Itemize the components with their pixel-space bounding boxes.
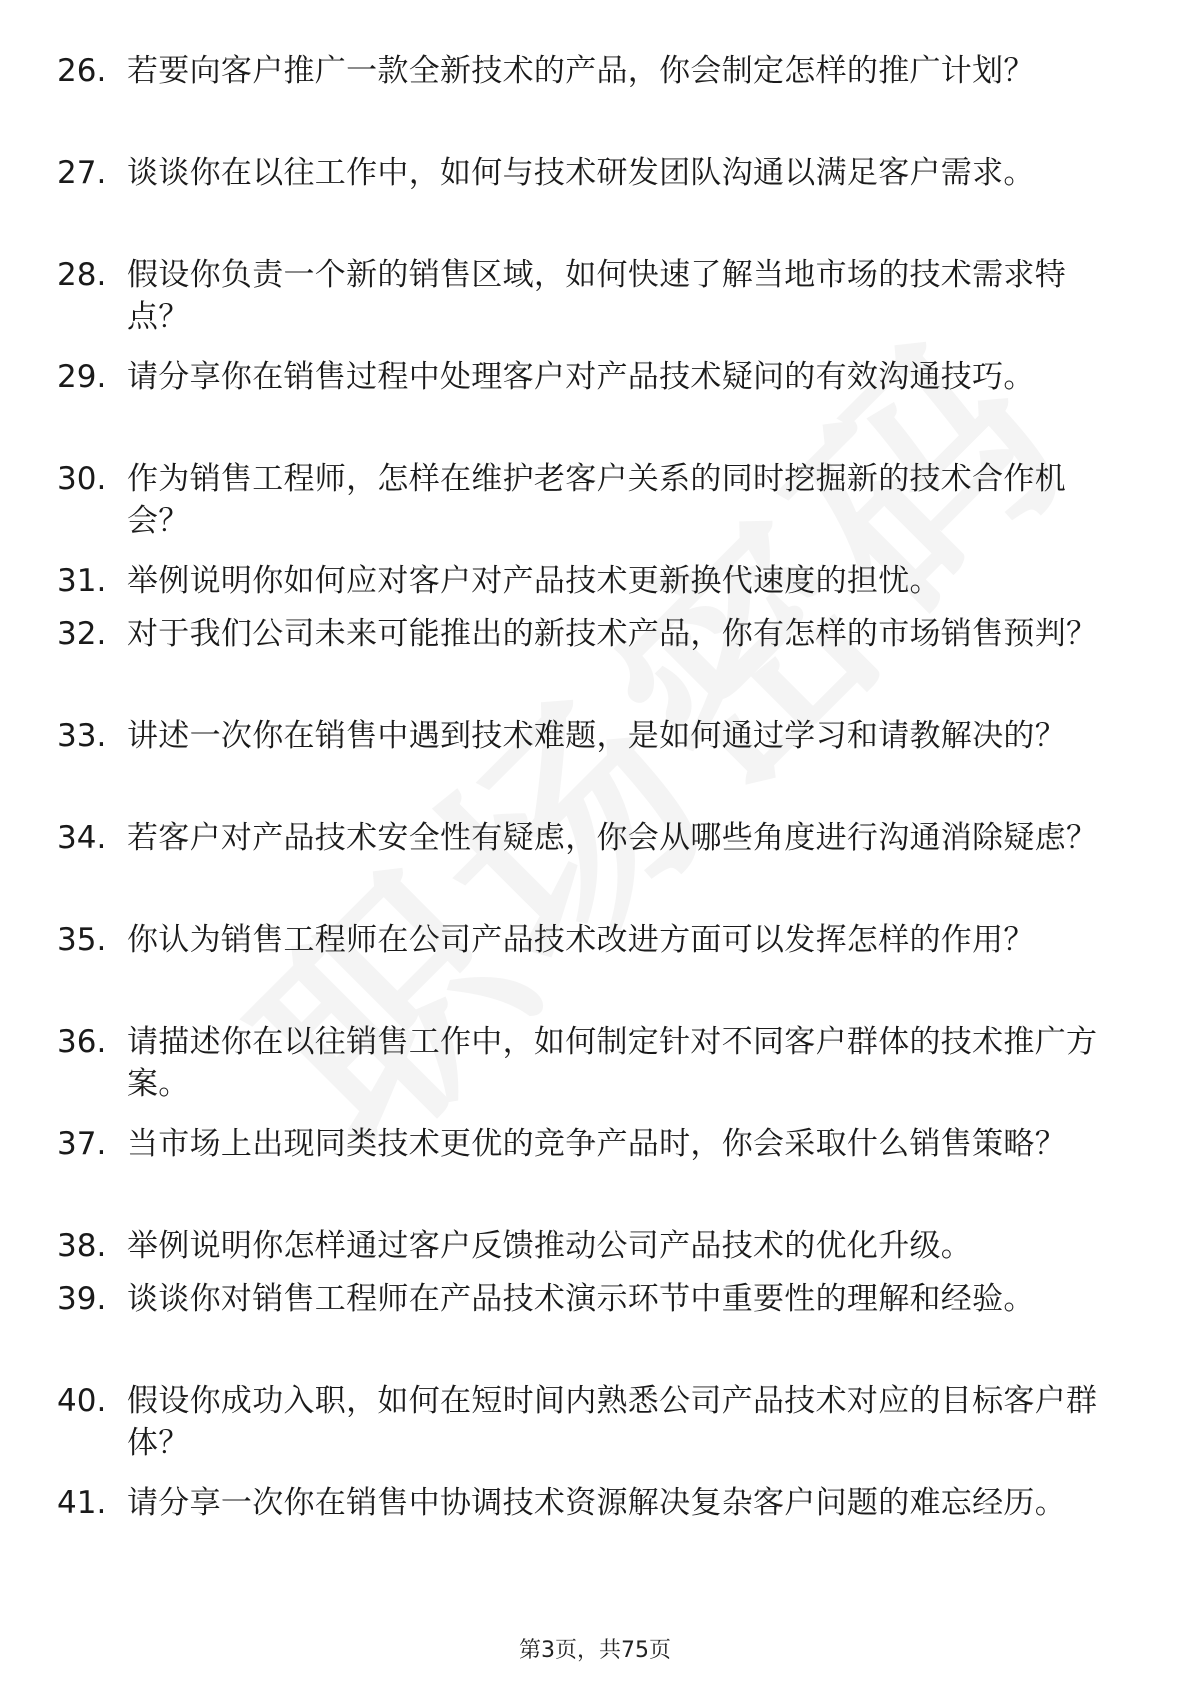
question-item (0, 613, 1190, 715)
question-item (0, 817, 1190, 919)
question-text: 请描述你在以往销售工作中，如何制定针对不同客户群体的技术推广方案。 (127, 1024, 1098, 1102)
question-item (0, 1021, 1190, 1123)
question-number: 27. (57, 155, 107, 191)
question-text: 对于我们公司未来可能推出的新技术产品，你有怎样的市场销售预判？ (127, 616, 1098, 652)
question-item (0, 715, 1190, 817)
question-item (0, 1482, 1190, 1584)
page-number: 第3页，共75页 (519, 1638, 671, 1663)
question-text: 作为销售工程师，怎样在维护老客户关系的同时挖掘新的技术合作机会？ (127, 461, 1066, 539)
question-text: 若客户对产品技术安全性有疑虑，你会从哪些角度进行沟通消除疑虑？ (127, 820, 1098, 856)
question-text: 若要向客户推广一款全新技术的产品，你会制定怎样的推广计划？ (127, 53, 1035, 89)
question-number: 38. (57, 1228, 107, 1264)
question-number: 39. (57, 1281, 107, 1317)
question-item (0, 50, 1190, 152)
question-item (0, 356, 1190, 458)
question-number: 29. (57, 359, 107, 395)
question-text: 举例说明你如何应对客户对产品技术更新换代速度的担忧。 (127, 563, 941, 599)
question-text: 假设你负责一个新的销售区域，如何快速了解当地市场的技术需求特点？ (127, 257, 1066, 335)
question-item (0, 1380, 1190, 1482)
question-number: 32. (57, 616, 107, 652)
question-number: 31. (57, 563, 107, 599)
question-text: 谈谈你对销售工程师在产品技术演示环节中重要性的理解和经验。 (127, 1281, 1035, 1317)
question-item (0, 919, 1190, 1021)
question-item (0, 1278, 1190, 1380)
question-item (0, 1225, 1190, 1278)
question-number: 33. (57, 718, 107, 754)
question-text: 你认为销售工程师在公司产品技术改进方面可以发挥怎样的作用？ (127, 922, 1035, 958)
question-number: 35. (57, 922, 107, 958)
question-text: 举例说明你怎样通过客户反馈推动公司产品技术的优化升级。 (127, 1228, 973, 1264)
question-number: 34. (57, 820, 107, 856)
question-text: 当市场上出现同类技术更优的竞争产品时，你会采取什么销售策略？ (127, 1126, 1066, 1162)
question-item (0, 152, 1190, 254)
question-number: 36. (57, 1024, 107, 1060)
question-text: 谈谈你在以往工作中，如何与技术研发团队沟通以满足客户需求。 (127, 155, 1035, 191)
question-item (0, 458, 1190, 560)
question-text: 请分享一次你在销售中协调技术资源解决复杂客户问题的难忘经历。 (127, 1485, 1066, 1521)
question-item (0, 1123, 1190, 1225)
question-number: 41. (57, 1485, 107, 1521)
question-text: 讲述一次你在销售中遇到技术难题，是如何通过学习和请教解决的？ (127, 718, 1066, 754)
question-item (0, 254, 1190, 356)
question-number: 37. (57, 1126, 107, 1162)
question-number: 26. (57, 53, 107, 89)
question-number: 40. (57, 1383, 107, 1419)
question-text: 请分享你在销售过程中处理客户对产品技术疑问的有效沟通技巧。 (127, 359, 1035, 395)
question-number: 28. (57, 257, 107, 293)
question-item (0, 560, 1190, 613)
question-text: 假设你成功入职，如何在短时间内熟悉公司产品技术对应的目标客户群体？ (127, 1383, 1098, 1461)
question-list (0, 50, 1190, 1584)
question-number: 30. (57, 461, 107, 497)
